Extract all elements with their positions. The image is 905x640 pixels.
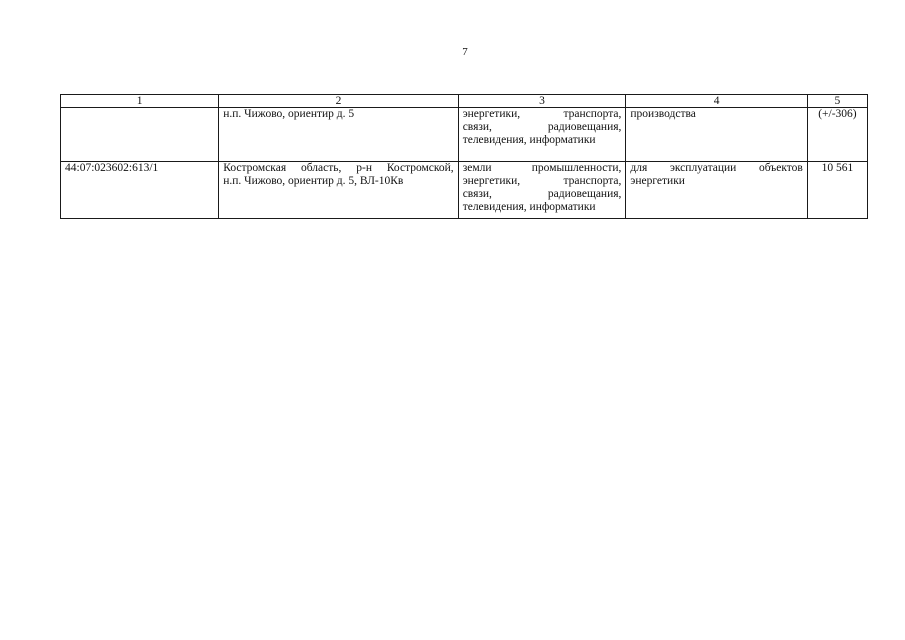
permitted-use-cell [626, 108, 807, 162]
column-header-3: 3 [458, 95, 626, 108]
permitted-use-line: производства [630, 108, 696, 120]
area-cell: 10 561 [807, 162, 867, 219]
location-cell [219, 108, 458, 162]
table-row [61, 108, 868, 162]
land-plots-table [60, 94, 868, 219]
location-line: н.п. Чижово, ориентир д. 5 [223, 108, 355, 120]
location-line: Костромская область, р-н Костромской, [223, 162, 454, 174]
land-category-line: энергетики, транспорта, [462, 175, 622, 187]
column-header-4: 4 [626, 95, 807, 108]
cadastral-number-cell [61, 108, 219, 162]
permitted-use-line: энергетики [630, 175, 685, 187]
land-category-cell [458, 108, 626, 162]
permitted-use-cell [626, 162, 807, 219]
land-category-line: связи, радиовещания, [462, 121, 622, 133]
land-category-line: телевидения, информатики [462, 134, 596, 146]
location-cell [219, 162, 458, 219]
land-category-line: телевидения, информатики [462, 201, 596, 213]
area-cell: (+/-306) [807, 108, 867, 162]
page-number: 7 [462, 46, 468, 58]
land-category-line: земли промышленности, [462, 162, 622, 174]
column-header-1: 1 [61, 95, 219, 108]
column-header-2: 2 [219, 95, 458, 108]
location-line: н.п. Чижово, ориентир д. 5, ВЛ-10Кв [223, 175, 404, 187]
land-category-cell [458, 162, 626, 219]
table-header-row [61, 95, 868, 108]
column-header-5: 5 [807, 95, 867, 108]
cadastral-number-cell: 44:07:023602:613/1 [61, 162, 219, 219]
land-category-line: энергетики, транспорта, [462, 108, 622, 120]
land-category-line: связи, радиовещания, [462, 188, 622, 200]
permitted-use-line: для эксплуатации объектов [630, 162, 803, 174]
table-row [61, 162, 868, 219]
